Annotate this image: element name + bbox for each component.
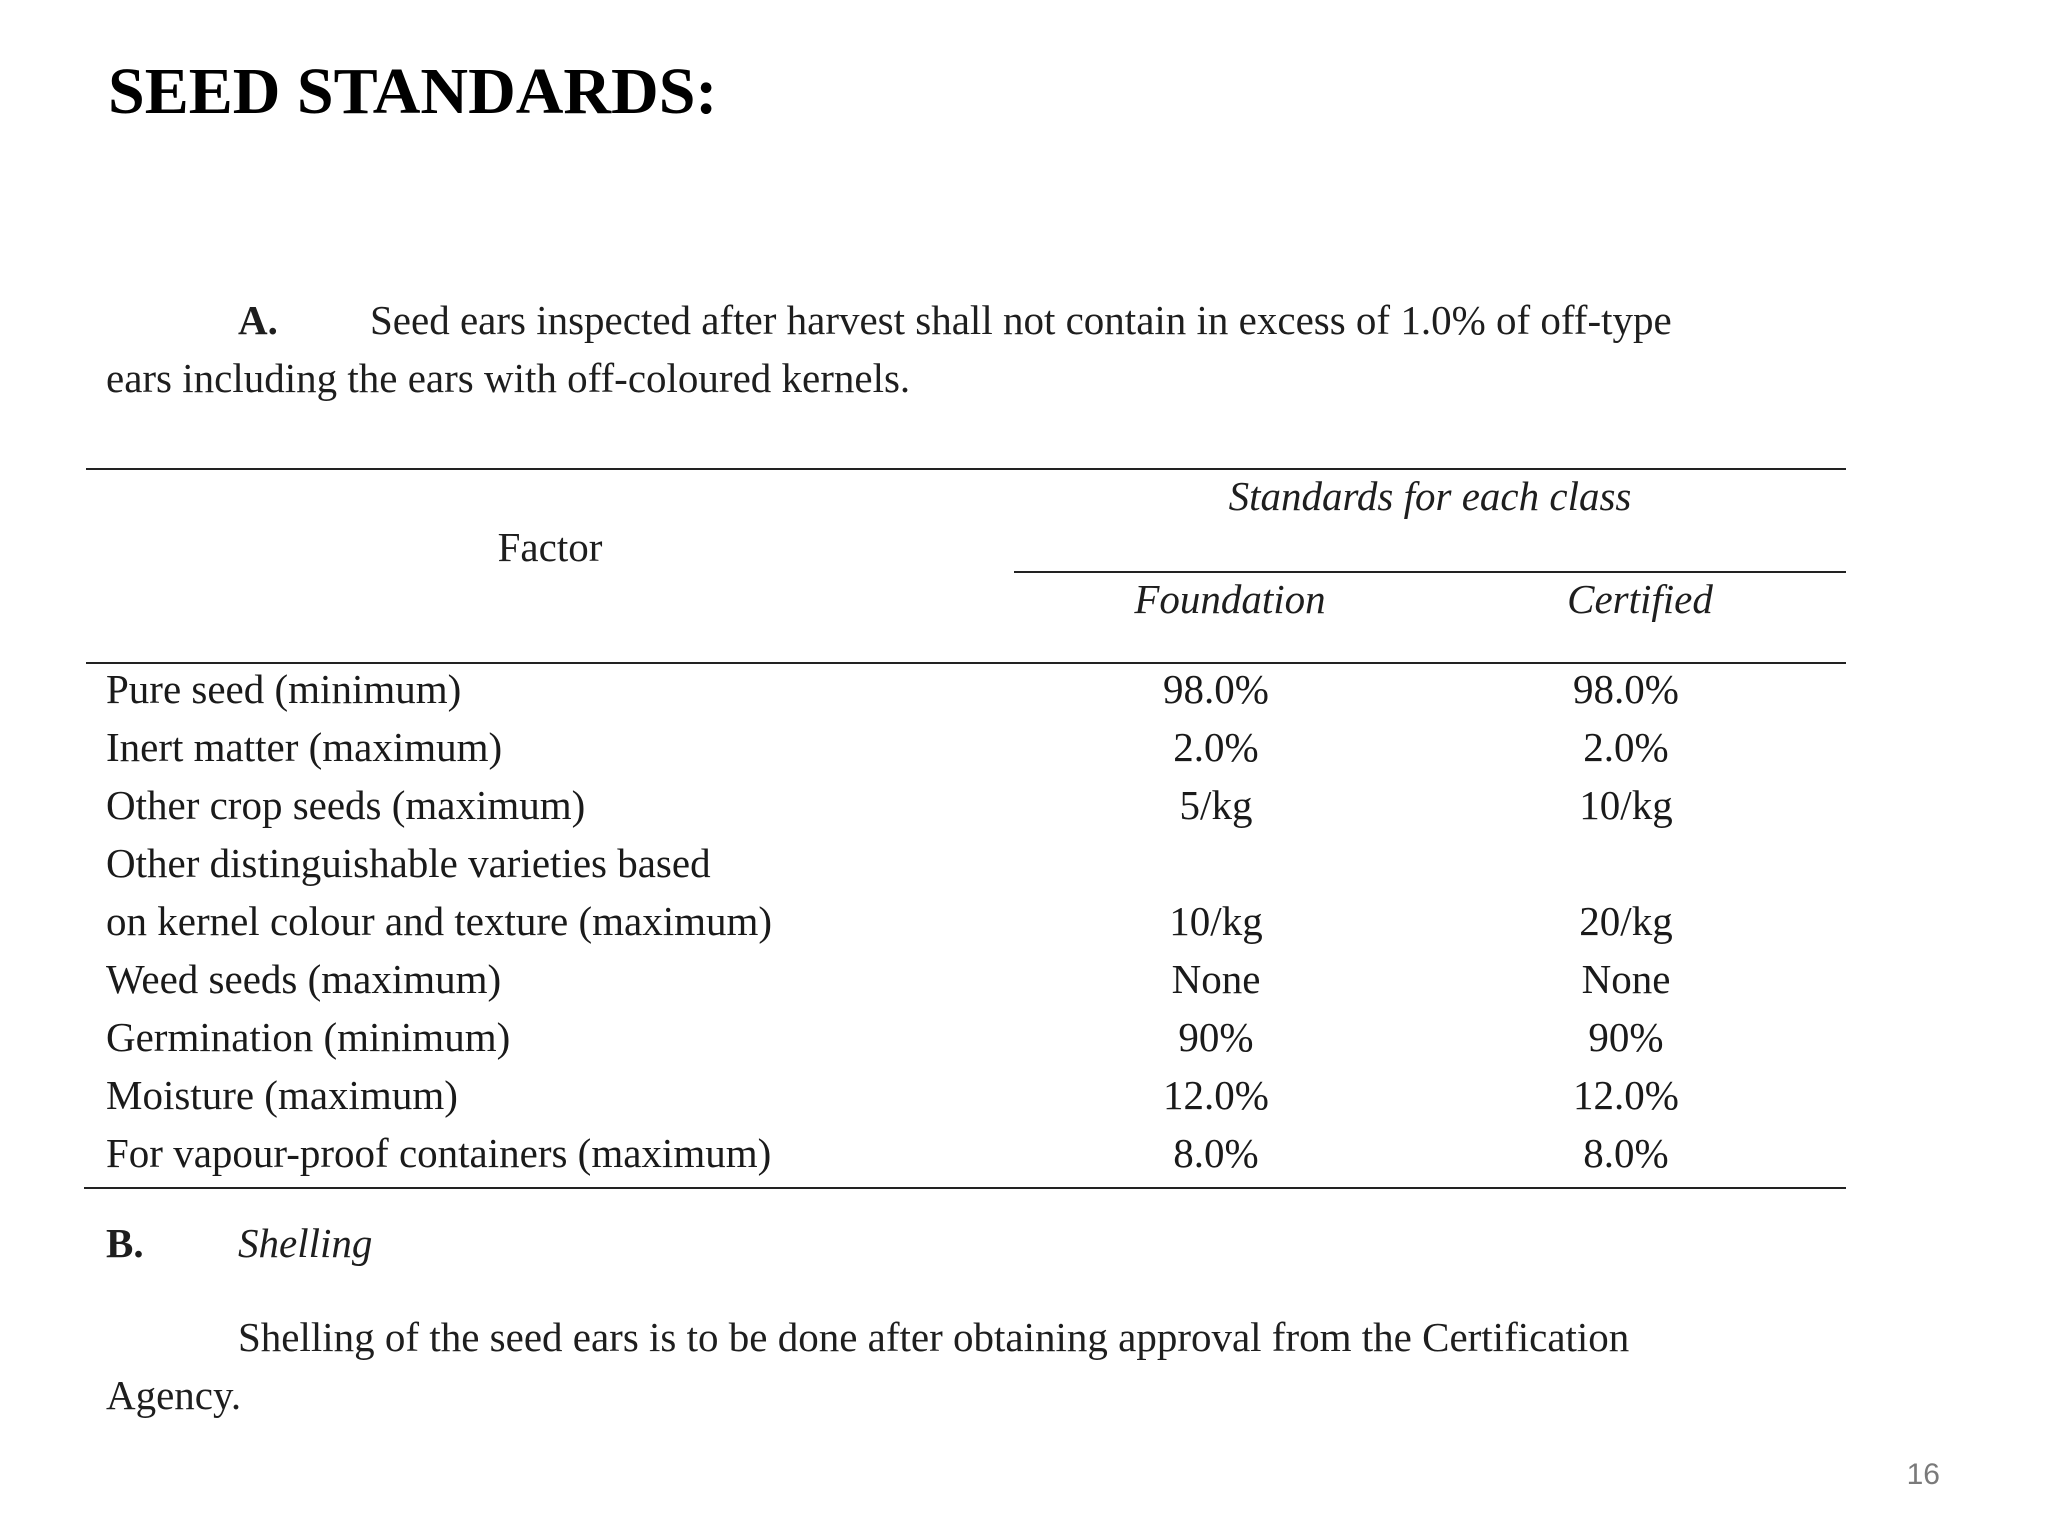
row-factor: Pure seed (minimum) — [106, 666, 462, 712]
row-factor: Weed seeds (maximum) — [106, 956, 502, 1002]
row-factor: For vapour-proof containers (maximum) — [106, 1130, 772, 1176]
table-row — [106, 776, 1846, 834]
row-foundation-value: 12.0% — [1163, 1072, 1269, 1118]
row-certified-value: None — [1581, 956, 1671, 1002]
row-foundation-value: 5/kg — [1179, 782, 1253, 828]
slide-title: SEED STANDARDS: — [108, 55, 718, 128]
section-a-line-1: Seed ears inspected after harvest shall not contain in excess of 1.0% of off-type — [370, 297, 1672, 343]
table-row — [106, 1066, 1846, 1124]
row-foundation-value: 10/kg — [1169, 898, 1263, 944]
row-certified-value: 8.0% — [1583, 1130, 1669, 1176]
row-factor: Other distinguishable varieties based — [106, 840, 711, 886]
row-certified-value: 98.0% — [1573, 666, 1679, 712]
table-row — [106, 718, 1846, 776]
table-row — [106, 1008, 1846, 1066]
section-b-heading — [106, 1214, 372, 1272]
table-row — [106, 1124, 1846, 1182]
column-header-foundation: Foundation — [1134, 576, 1326, 622]
row-factor: on kernel colour and texture (maximum) — [106, 898, 773, 944]
row-foundation-value: 8.0% — [1173, 1130, 1259, 1176]
row-factor: Inert matter (maximum) — [106, 724, 503, 770]
section-b-line-1: Shelling of the seed ears is to be done after obtaining approval from the Certification — [238, 1314, 1630, 1360]
table-row — [106, 834, 1846, 892]
row-foundation-value: 98.0% — [1163, 666, 1269, 712]
section-a-line-2: ears including the ears with off-coloured kernels. — [106, 355, 911, 401]
row-foundation-value: 2.0% — [1173, 724, 1259, 770]
section-b-title: Shelling — [238, 1220, 373, 1266]
row-factor: Moisture (maximum) — [106, 1072, 458, 1118]
section-a-paragraph — [106, 291, 1672, 407]
row-foundation-value: 90% — [1178, 1014, 1254, 1060]
row-certified-value: 90% — [1588, 1014, 1664, 1060]
section-b-paragraph — [106, 1308, 1629, 1424]
row-certified-value: 10/kg — [1579, 782, 1673, 828]
table-body — [106, 660, 1846, 1182]
table-row — [106, 892, 1846, 950]
row-factor: Germination (minimum) — [106, 1014, 511, 1060]
row-certified-value: 20/kg — [1579, 898, 1673, 944]
section-a-marker: A. — [238, 297, 278, 343]
page-number: 16 — [1906, 1458, 1940, 1491]
row-factor: Other crop seeds (maximum) — [106, 782, 586, 828]
table-bottom-rule — [84, 1187, 1846, 1189]
group-header: Standards for each class — [1228, 473, 1632, 519]
section-b-line-2: Agency. — [106, 1372, 242, 1418]
factor-header: Factor — [497, 524, 603, 570]
table-row — [106, 660, 1846, 718]
section-b-marker: B. — [106, 1220, 144, 1266]
column-header-certified: Certified — [1567, 576, 1713, 622]
table-row — [106, 950, 1846, 1008]
row-certified-value: 2.0% — [1583, 724, 1669, 770]
row-foundation-value: None — [1171, 956, 1261, 1002]
row-certified-value: 12.0% — [1573, 1072, 1679, 1118]
